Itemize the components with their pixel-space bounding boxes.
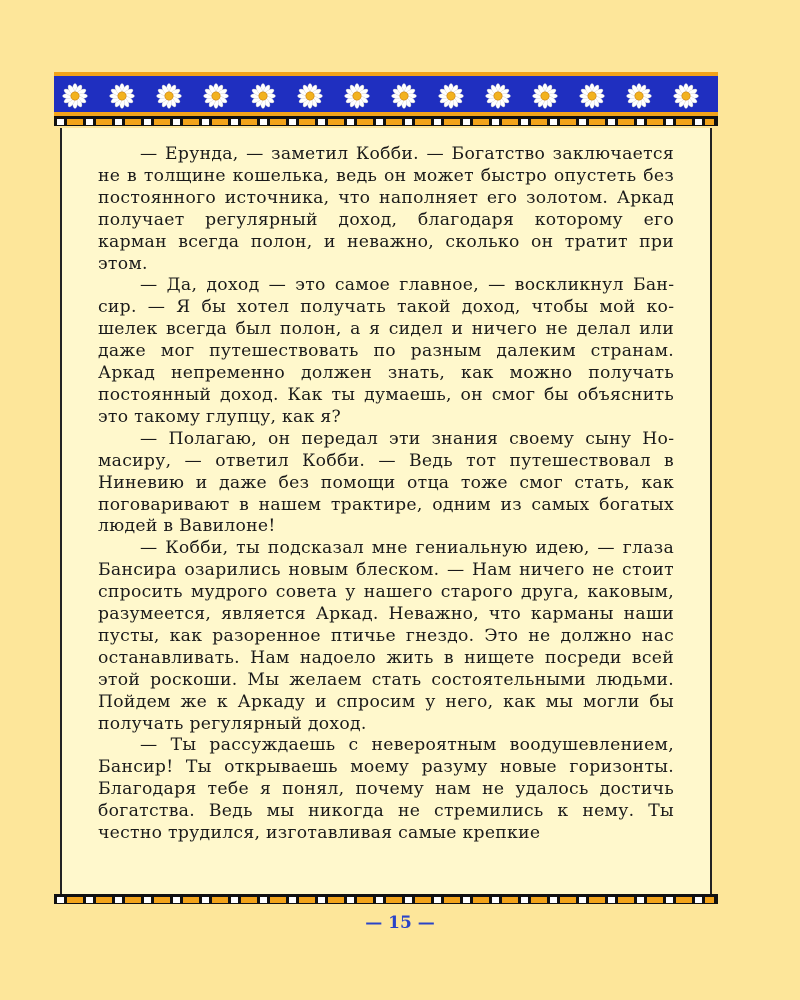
stripe-segment	[415, 119, 431, 125]
stripe-segment	[115, 897, 122, 903]
stripe-segment	[405, 119, 412, 125]
stripe-segment	[521, 897, 528, 903]
body-text	[98, 144, 674, 845]
stripe-segment	[666, 897, 673, 903]
stripe-segment	[67, 897, 83, 903]
daisy-ornament-icon	[203, 83, 229, 109]
stripe-segment	[154, 119, 170, 125]
stripe-segment	[183, 897, 199, 903]
stripe-segment	[270, 897, 286, 903]
stripe-segment	[695, 897, 702, 903]
stripe-segment	[125, 119, 141, 125]
daisy-ornament-icon	[62, 83, 88, 109]
daisy-ornament-icon	[344, 83, 370, 109]
stripe-segment	[347, 897, 354, 903]
stripe-segment	[357, 897, 373, 903]
stripe-segment	[637, 119, 644, 125]
stripe-segment	[444, 119, 460, 125]
stripe-segment	[57, 119, 64, 125]
stripe-segment	[560, 897, 576, 903]
paragraph: — Ерунда, — заметил Кобби. — Богатство заключается не в толщине кошелька, ведь он может быстро опустеть без постоянного источника, что наполняет его золотом. Аркад получает регулярный доход, благодаря которому его карман всегда полон, и неважно, сколько он тратит при этом.	[98, 144, 674, 274]
stripe-segment	[647, 897, 663, 903]
stripe-segment	[589, 119, 605, 125]
daisy-ornament-icon	[532, 83, 558, 109]
stripe-segment	[608, 119, 615, 125]
stripe-segment	[86, 119, 93, 125]
paragraph: — Да, доход — это самое главное, — воскликнул Бансир. — Я бы хотел получать такой доход, чтобы мой кошелек всегда был полон, а я сидел и ничего не делал или даже мог путешествовать по разным далеким странам. Аркад непременно должен знать, как можно получать постоянный доход. Как ты думаешь, он смог бы объяснить это такому глупцу, как я?	[98, 275, 674, 427]
daisy-ornament-icon	[626, 83, 652, 109]
daisy-ornament-icon	[438, 83, 464, 109]
stripe-segment	[318, 119, 325, 125]
daisy-ornament-icon	[673, 83, 699, 109]
stripe-segment	[386, 119, 402, 125]
stripe-segment	[202, 119, 209, 125]
stripe-segment	[212, 897, 228, 903]
daisy-ornament-icon	[485, 83, 511, 109]
stripe-segment	[299, 897, 315, 903]
stripe-segment	[173, 897, 180, 903]
stripe-segment	[289, 119, 296, 125]
stripe-segment	[299, 119, 315, 125]
daisy-ornament-icon	[250, 83, 276, 109]
stripe-segment	[531, 119, 547, 125]
stripe-segment	[618, 897, 634, 903]
stripe-segment	[618, 119, 634, 125]
daisy-ornament-icon	[579, 83, 605, 109]
stripe-segment	[115, 119, 122, 125]
stripe-segment	[666, 119, 673, 125]
stripe-segment	[289, 897, 296, 903]
stripe-segment	[318, 897, 325, 903]
stripe-segment	[695, 119, 702, 125]
stripe-segment	[463, 119, 470, 125]
stripe-segment	[183, 119, 199, 125]
stripe-segment	[579, 897, 586, 903]
stripe-segment	[473, 119, 489, 125]
stripe-segment	[357, 119, 373, 125]
paragraph: — Ты рассуждаешь с невероятным воодушевлением, Бансир! Ты открываешь моему разуму новые горизонты. Благодаря тебе я понял, почему нам не удалось достичь богатства. Ведь мы никогда не стремились к нему. Ты честно трудился, изготавливая самые крепкие	[98, 735, 674, 844]
stripe-segment	[405, 897, 412, 903]
stripe-segment	[676, 897, 692, 903]
stripe-segment	[492, 897, 499, 903]
stripe-segment	[705, 897, 714, 903]
stripe-segment	[637, 897, 644, 903]
stripe-segment	[125, 897, 141, 903]
stripe-segment	[212, 119, 228, 125]
stripe-segment	[492, 119, 499, 125]
stripe-segment	[550, 119, 557, 125]
stripe-segment	[386, 897, 402, 903]
daisy-ornament-icon	[391, 83, 417, 109]
stripe-segment	[67, 119, 83, 125]
stripe-segment	[347, 119, 354, 125]
stripe-segment	[502, 119, 518, 125]
stripe-segment	[560, 119, 576, 125]
stripe-segment	[260, 119, 267, 125]
paragraph: — Кобби, ты подсказал мне гениальную идею, — глаза Бансира озарились новым блеском. — Нам ничего не стоит спросить мудрого совета у нашего старого друга, каковым, разумеется, является Аркад. Неважно, что карманы наши пусты, как разоренное птичье гнездо. Это не должно нас останавливать. Нам надоело жить в нищете посреди всей этой роскоши. Мы желаем стать состоятельными людьми. Пойдем же к Аркаду и спросим у него, как мы могли бы получать регулярный доход.	[98, 538, 674, 734]
stripe-segment	[328, 119, 344, 125]
stripe-segment	[241, 119, 257, 125]
stripe-segment	[608, 897, 615, 903]
stripe-segment	[231, 119, 238, 125]
stripe-segment	[57, 897, 64, 903]
stripe-segment	[260, 897, 267, 903]
stripe-segment	[415, 897, 431, 903]
daisy-ornament-icon	[297, 83, 323, 109]
stripe-segment	[589, 897, 605, 903]
stripe-segment	[144, 897, 151, 903]
stripe-segment	[376, 897, 383, 903]
stripe-segment	[376, 119, 383, 125]
stripe-segment	[676, 119, 692, 125]
bottom-ornament-stripe	[54, 894, 718, 904]
stripe-segment	[434, 119, 441, 125]
stripe-segment	[328, 897, 344, 903]
stripe-segment	[502, 897, 518, 903]
stripe-segment	[173, 119, 180, 125]
stripe-segment	[444, 897, 460, 903]
stripe-segment	[241, 897, 257, 903]
stripe-segment	[647, 119, 663, 125]
stripe-segment	[463, 897, 470, 903]
paragraph: — Полагаю, он передал эти знания своему сыну Номасиру, — ответил Кобби. — Ведь тот путешествовал в Ниневию и даже без помощи отца тоже смог стать, как поговаривают в нашем трактире, одним из самых богатых людей в Вавилоне!	[98, 428, 674, 537]
stripe-segment	[86, 897, 93, 903]
stripe-segment	[550, 897, 557, 903]
stripe-segment	[434, 897, 441, 903]
page-number: — 15 —	[365, 913, 435, 933]
stripe-segment	[154, 897, 170, 903]
top-ornament-stripe	[54, 116, 718, 126]
stripe-segment	[473, 897, 489, 903]
stripe-segment	[96, 119, 112, 125]
stripe-segment	[231, 897, 238, 903]
stripe-segment	[270, 119, 286, 125]
stripe-segment	[96, 897, 112, 903]
stripe-segment	[521, 119, 528, 125]
stripe-segment	[531, 897, 547, 903]
stripe-segment	[579, 119, 586, 125]
stripe-segment	[202, 897, 209, 903]
top-ornament-frieze	[54, 72, 718, 116]
stripe-segment	[144, 119, 151, 125]
daisy-ornament-icon	[109, 83, 135, 109]
daisy-ornament-icon	[156, 83, 182, 109]
stripe-segment	[705, 119, 714, 125]
